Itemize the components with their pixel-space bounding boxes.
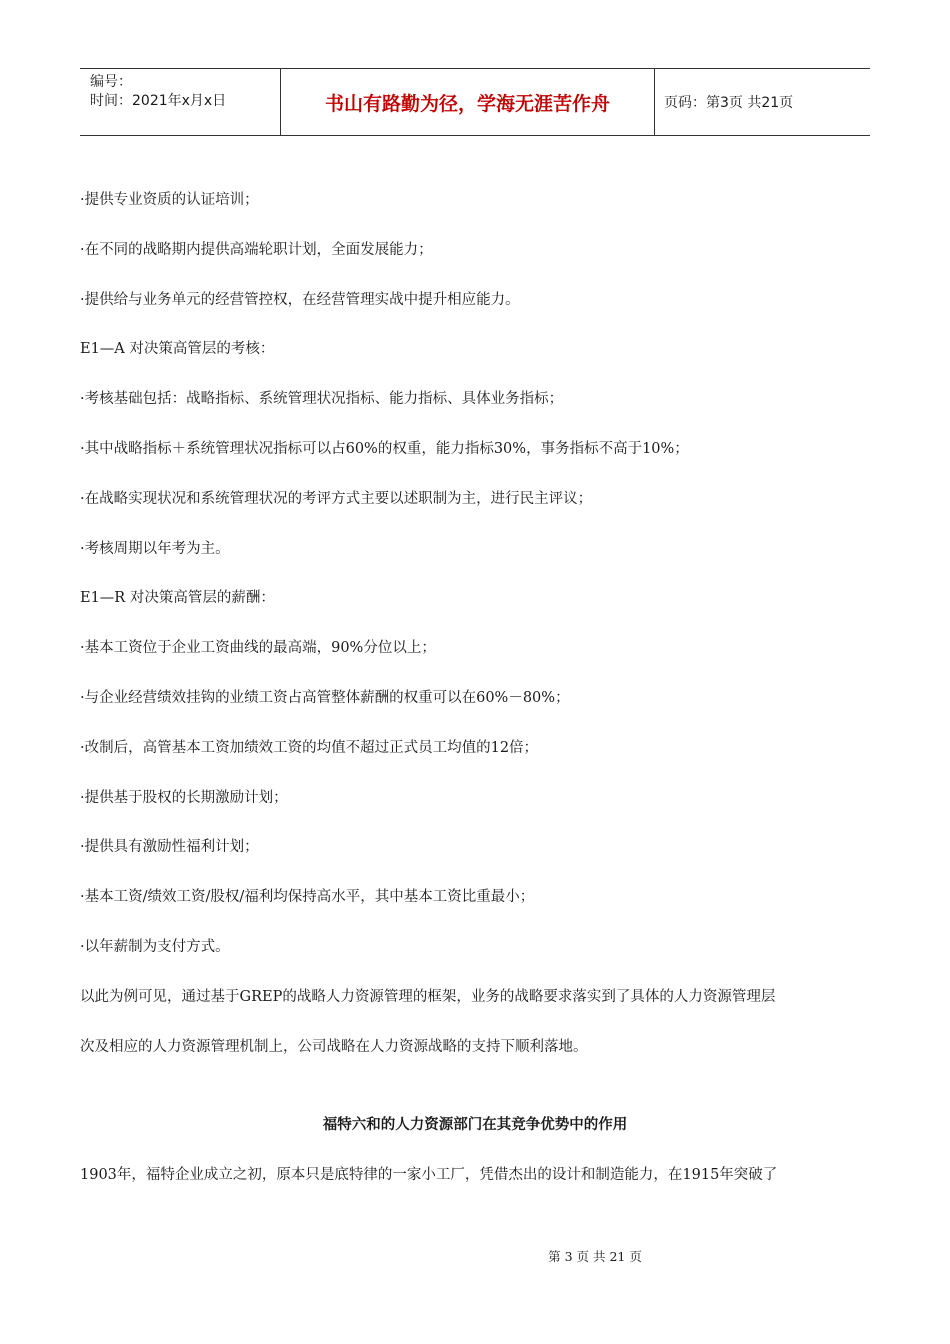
doc-time-label: 时间：2021年x月x日 <box>90 93 227 109</box>
text-line: ·基本工资/绩效工资/股权/福利均保持高水平，其中基本工资比重最小； <box>80 889 535 906</box>
text-line: E1—A 对决策高管层的考核： <box>80 341 275 358</box>
text-line: ·基本工资位于企业工资曲线的最高端，90%分位以上； <box>80 640 436 657</box>
text-line: ·改制后，高管基本工资加绩效工资的均值不超过正式员工均值的12倍； <box>80 739 539 756</box>
text-line: ·在不同的战略期内提供高端轮职计划，全面发展能力； <box>80 241 433 258</box>
conclusion-line-2: 次及相应的人力资源管理机制上，公司战略在人力资源战略的支持下顺利落地。 <box>80 1038 588 1055</box>
document-body <box>80 190 900 1057</box>
text-line: ·提供给与业务单元的经营管控权，在经营管理实战中提升相应能力。 <box>80 291 520 308</box>
text-line: E1—R 对决策高管层的薪酬： <box>80 590 275 607</box>
text-line: ·提供具有激励性福利计划； <box>80 839 259 856</box>
section-paragraph: 1903年，福特企业成立之初，原本只是底特律的一家小工厂，凭借杰出的设计和制造能力，在1915年突破了 <box>80 1167 778 1183</box>
text-line: ·与企业经营绩效挂钩的业绩工资占高管整体薪酬的权重可以在60%－80%； <box>80 689 570 706</box>
header-motto: 书山有路勤为径，学海无涯苦作舟 <box>281 69 655 135</box>
text-line: ·以年薪制为支付方式。 <box>80 938 230 955</box>
conclusion-line-1: 以此为例可见，通过基于GREP的战略人力资源管理的框架，业务的战略要求落实到了具体的人力资源管理层 <box>80 988 776 1005</box>
text-line: ·提供基于股权的长期激励计划； <box>80 789 288 806</box>
text-line: ·考核基础包括：战略指标、系统管理状况指标、能力指标、具体业务指标； <box>80 391 564 408</box>
header-page-info: 页码：第3页 共21页 <box>664 95 794 111</box>
doc-number-label: 编号： <box>90 74 132 90</box>
page-header <box>80 68 870 136</box>
page-footer <box>0 1249 950 1265</box>
header-meta <box>80 69 281 135</box>
footer-page-number: 第 3 页 共 21 页 <box>548 1249 642 1264</box>
text-line: ·在战略实现状况和系统管理状况的考评方式主要以述职制为主，进行民主评议； <box>80 490 593 507</box>
text-line: ·考核周期以年考为主。 <box>80 540 230 557</box>
section-title: 福特六和的人力资源部门在其竞争优势中的作用 <box>322 1116 628 1133</box>
text-line: ·提供专业资质的认证培训； <box>80 192 259 208</box>
text-line: ·其中战略指标＋系统管理状况指标可以占60%的权重，能力指标30%，事务指标不高于10%； <box>80 440 689 457</box>
